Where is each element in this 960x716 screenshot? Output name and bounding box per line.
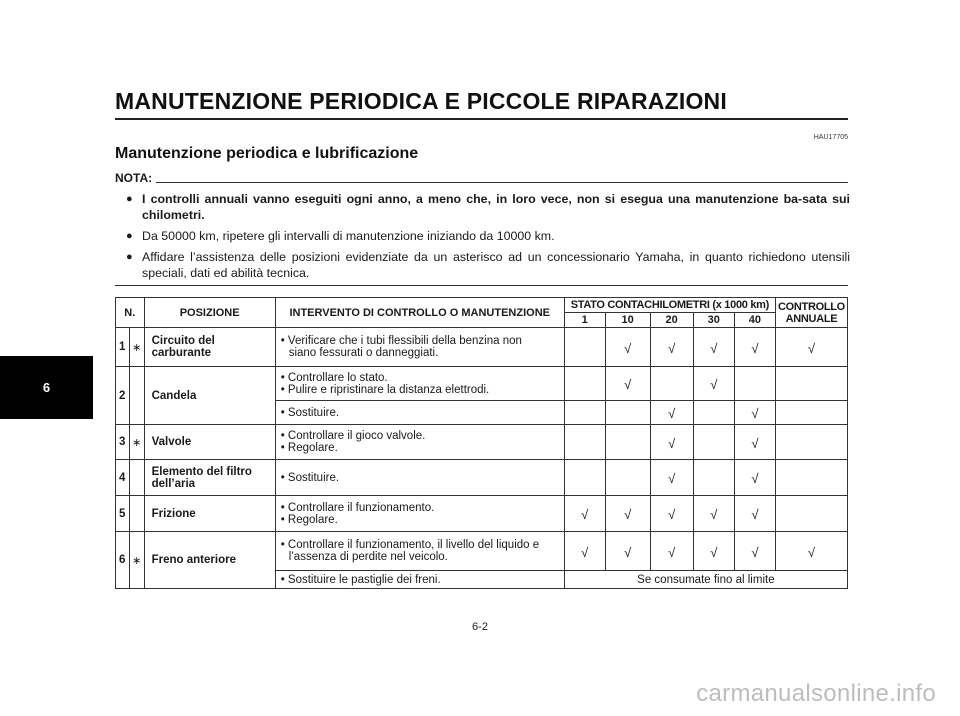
- action-line: l’assenza di perdite nel veicolo.: [288, 551, 448, 563]
- check-cell: [605, 401, 650, 425]
- row-position: Candela: [144, 367, 275, 425]
- table-row: [116, 460, 848, 496]
- table-row: [116, 496, 848, 532]
- note-text: Affidare l’assistenza delle posizioni evidenziate da un asterisco ad un concessionario Yamaha, in quanto richiedono utensili speciali, dati ed abilità tecnica.: [142, 250, 850, 280]
- row-action: [275, 532, 564, 571]
- note-rule: [156, 182, 848, 183]
- check-mark: √: [734, 532, 775, 571]
- check-mark: √: [734, 460, 775, 496]
- action-line: • Regolare.: [280, 513, 338, 526]
- action-line: • Sostituire.: [280, 471, 340, 484]
- check-cell: [564, 367, 605, 401]
- check-mark: √: [605, 367, 650, 401]
- table-row: [116, 532, 848, 571]
- position-line: carburante: [151, 347, 212, 359]
- row-position: [144, 460, 275, 496]
- table-row: [116, 425, 848, 460]
- row-number: 6: [116, 532, 130, 589]
- check-mark: √: [734, 328, 775, 367]
- header-km: 1: [564, 313, 605, 328]
- row-action: [275, 367, 564, 401]
- check-mark: √: [693, 532, 734, 571]
- check-cell: [564, 401, 605, 425]
- header-posizione: POSIZIONE: [144, 298, 275, 328]
- notes-rule: [115, 285, 848, 286]
- check-mark: √: [564, 496, 605, 532]
- check-cell: [650, 367, 693, 401]
- header-controllo: [775, 298, 847, 328]
- row-position: [144, 328, 275, 367]
- header-n: N.: [116, 298, 145, 328]
- check-cell: [605, 460, 650, 496]
- header-km: 10: [605, 313, 650, 328]
- row-number: 3: [116, 425, 130, 460]
- table-header-row: [116, 298, 848, 313]
- chapter-tab: 6: [0, 356, 93, 419]
- table-row: [116, 328, 848, 367]
- row-number: 5: [116, 496, 130, 532]
- row-action: [275, 460, 564, 496]
- header-km: 20: [650, 313, 693, 328]
- action-line: • Verificare che i tubi flessibili della benzina non: [280, 335, 522, 347]
- check-cell: [775, 460, 847, 496]
- check-mark: √: [775, 328, 847, 367]
- row-star-cell: [129, 460, 144, 496]
- check-cell: [693, 460, 734, 496]
- header-km: 30: [693, 313, 734, 328]
- asterisk-icon: ∗: [129, 328, 144, 367]
- document-code: HAU17705: [813, 134, 848, 141]
- asterisk-icon: ∗: [129, 532, 144, 589]
- note-item: [115, 249, 850, 281]
- note-item: [115, 191, 850, 223]
- row-number: 2: [116, 367, 130, 425]
- check-cell: [775, 496, 847, 532]
- action-line: • Sostituire.: [280, 406, 340, 419]
- header-stato: STATO CONTACHILOMETRI (x 1000 km): [564, 298, 775, 313]
- row-number: 4: [116, 460, 130, 496]
- check-mark: √: [650, 425, 693, 460]
- check-mark: √: [650, 532, 693, 571]
- check-cell: [734, 367, 775, 401]
- title-rule: [115, 118, 848, 120]
- header-controllo-line1: CONTROLLO: [777, 300, 845, 313]
- check-mark: √: [605, 328, 650, 367]
- check-cell: [775, 367, 847, 401]
- check-cell: [605, 425, 650, 460]
- check-cell: [775, 425, 847, 460]
- action-line: siano fessurati o danneggiati.: [288, 347, 439, 359]
- check-mark: √: [693, 328, 734, 367]
- header-intervento: INTERVENTO DI CONTROLLO O MANUTENZIONE: [275, 298, 564, 328]
- note-text: Da 50000 km, ripetere gli intervalli di manutenzione iniziando da 10000 km.: [142, 229, 555, 243]
- action-line: • Pulire e ripristinare la distanza elettrodi.: [280, 383, 490, 396]
- section-title: Manutenzione periodica e lubrificazione: [115, 145, 419, 162]
- row-number: 1: [116, 328, 130, 367]
- bullet-icon: ●: [126, 193, 133, 205]
- row-position: Freno anteriore: [144, 532, 275, 589]
- note-header: [115, 171, 848, 185]
- page-title: MANUTENZIONE PERIODICA E PICCOLE RIPARAZIONI: [115, 88, 727, 114]
- row-action: [275, 425, 564, 460]
- action-line: • Controllare il funzionamento.: [280, 501, 435, 514]
- header-controllo-line2: ANNUALE: [785, 312, 838, 325]
- row-star-cell: [129, 496, 144, 532]
- check-mark: √: [734, 496, 775, 532]
- row-star-cell: [129, 367, 144, 425]
- check-mark: √: [650, 401, 693, 425]
- page-number: 6-2: [472, 621, 488, 633]
- check-cell: [564, 328, 605, 367]
- header-km: 40: [734, 313, 775, 328]
- check-mark: √: [564, 532, 605, 571]
- row-note: Se consumate fino al limite: [564, 571, 847, 589]
- check-mark: √: [693, 496, 734, 532]
- check-cell: [775, 401, 847, 425]
- check-mark: √: [734, 425, 775, 460]
- check-mark: √: [650, 460, 693, 496]
- row-action: [275, 328, 564, 367]
- check-mark: √: [605, 496, 650, 532]
- action-line: • Controllare il funzionamento, il livello del liquido e: [280, 539, 540, 551]
- check-cell: [693, 425, 734, 460]
- action-line: • Controllare il gioco valvole.: [280, 430, 426, 442]
- check-mark: √: [650, 328, 693, 367]
- action-line: • Regolare.: [280, 442, 338, 454]
- note-label: NOTA:: [115, 171, 153, 185]
- position-line: Circuito del: [151, 335, 215, 347]
- check-mark: √: [650, 496, 693, 532]
- check-mark: √: [605, 532, 650, 571]
- check-cell: [693, 401, 734, 425]
- row-position: Frizione: [144, 496, 275, 532]
- table-row: [116, 367, 848, 401]
- check-mark: √: [693, 367, 734, 401]
- row-action: [275, 496, 564, 532]
- note-item: [115, 228, 850, 244]
- watermark: carmanualsonline.info: [696, 680, 936, 707]
- check-cell: [564, 425, 605, 460]
- check-mark: √: [775, 532, 847, 571]
- row-action: [275, 401, 564, 425]
- asterisk-icon: ∗: [129, 425, 144, 460]
- position-line: Elemento del filtro: [151, 465, 252, 478]
- maintenance-table: [115, 297, 848, 589]
- action-line: • Controllare lo stato.: [280, 371, 388, 384]
- notes-list: [115, 191, 850, 286]
- check-cell: [564, 460, 605, 496]
- bullet-icon: ●: [126, 230, 133, 242]
- action-line: • Sostituire le pastiglie dei freni.: [280, 573, 441, 586]
- note-text: I controlli annuali vanno eseguiti ogni anno, a meno che, in loro vece, non si esegua una manutenzione ba-sata sui chilometri.: [142, 192, 850, 222]
- row-action: [275, 571, 564, 589]
- position-line: dell’aria: [151, 477, 196, 490]
- bullet-icon: ●: [126, 251, 133, 263]
- row-position: Valvole: [144, 425, 275, 460]
- check-mark: √: [734, 401, 775, 425]
